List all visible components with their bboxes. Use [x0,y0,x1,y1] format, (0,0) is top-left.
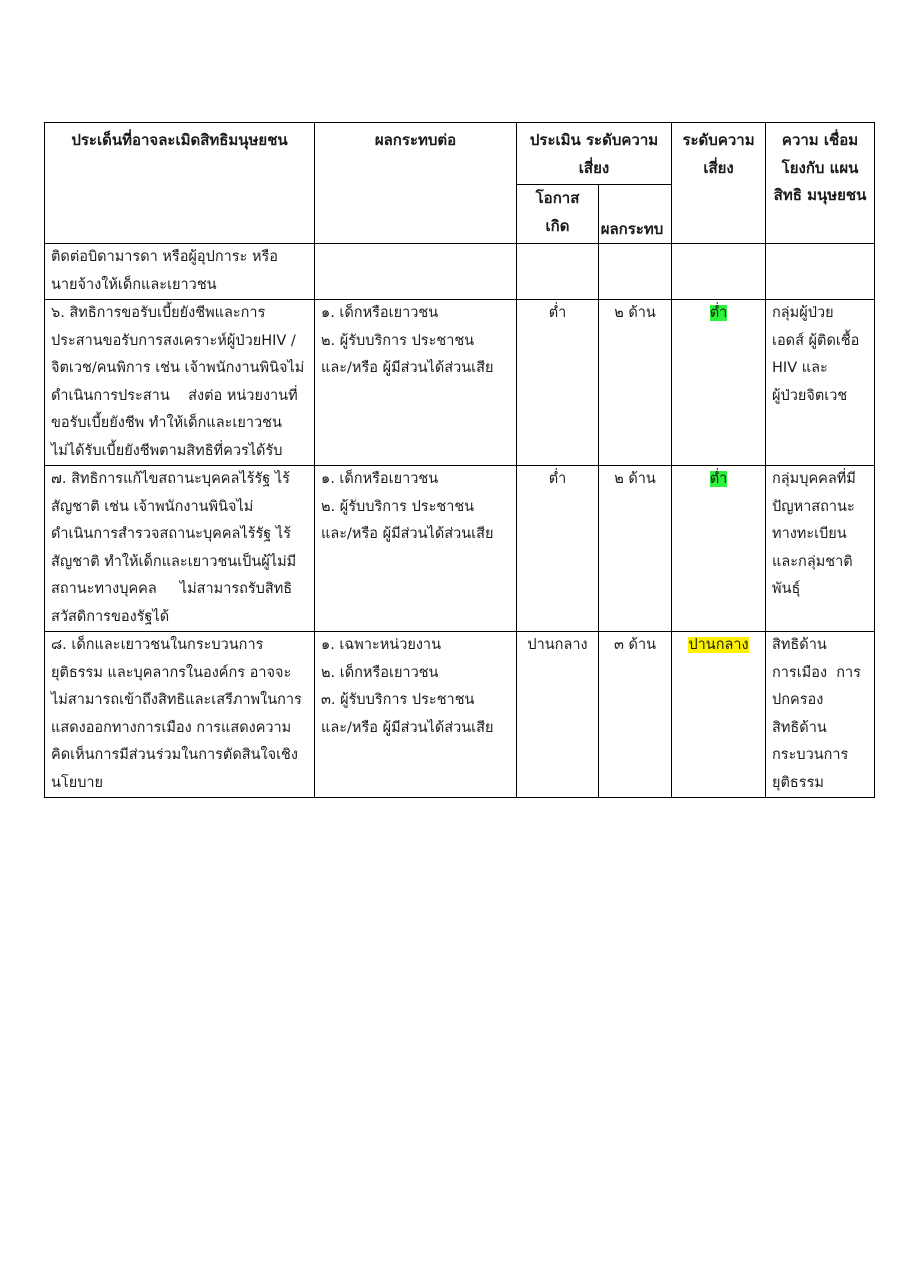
issue-cell-line: คิดเห็นการมีส่วนร่วมในการตัดสินใจเชิง [51,747,298,763]
impact-cell [315,300,517,466]
impact-cell-line: ๑. เฉพาะหน่วยงาน [321,637,441,653]
risk-level-cell [672,632,766,798]
issue-cell-line: ติดต่อบิดามารดา หรือผู้อุปการะ หรือ [51,249,279,265]
header-effect: ผลกระทบ [599,185,672,244]
issue-cell-line: สถานะทางบุคคล ไม่สามารถรับสิทธิ [51,581,293,597]
link-cell-line: สิทธิด้าน [772,637,827,653]
impact-cell-line: ๑. เด็กหรือเยาวชน [321,471,439,487]
header-row [45,123,875,185]
link-cell [766,244,875,300]
risk-level-cell-value: ปานกลาง [688,637,749,653]
risk-level-cell [672,244,766,300]
link-cell-line: ปัญหาสถานะ [772,498,855,515]
impact-cell-line: ๒. เด็กหรือเยาวชน [321,664,439,681]
impact-cell-line: และ/หรือ ผู้มีส่วนได้ส่วนเสีย [321,526,494,542]
impact-cell-line: ๒. ผู้รับบริการ ประชาชน [321,332,475,349]
impact-cell [315,632,517,798]
header-assess: ประเมิน ระดับความเสี่ยง [517,123,672,185]
link-cell-line: การเมือง การ [772,664,861,681]
issue-cell-line: ๖. สิทธิการขอรับเบี้ยยังชีพและการ [51,305,266,321]
issue-cell-line: ไม่สามารถเข้าถึงสิทธิและเสรีภาพในการ [51,692,302,708]
risk-level-cell-value: ต่ำ [709,305,728,321]
table-row [45,244,875,300]
link-cell-line: สิทธิด้าน [772,719,827,736]
link-cell-line: ทางทะเบียน [772,526,847,542]
issue-cell-line: ประสานขอรับการสงเคราะห์ผู้ป่วยHIV / [51,332,296,349]
link-cell [766,632,875,798]
link-cell [766,300,875,466]
effect-cell-value: ๓ ด้าน [614,637,656,653]
impact-cell-line: และ/หรือ ผู้มีส่วนได้ส่วนเสีย [321,719,494,736]
header-risk-level: ระดับความ เสี่ยง [672,123,766,244]
header-issue: ประเด็นที่อาจละเมิดสิทธิมนุษยชน [45,123,315,244]
likelihood-cell [517,300,599,466]
link-cell-line: เอดส์ ผู้ติดเชื้อ [772,332,860,349]
effect-cell [599,466,672,632]
issue-cell-line: ดำเนินการประสาน ส่งต่อ หน่วยงานที่ [51,387,298,404]
issue-cell [45,632,315,798]
effect-cell [599,300,672,466]
effect-cell-value: ๒ ด้าน [614,471,656,487]
link-cell-line: กลุ่มบุคคลที่มี [772,471,856,487]
issue-cell-line: สัญชาติ ทำให้เด็กและเยาวชนเป็นผู้ไม่มี [51,553,297,570]
issue-cell-line: ดำเนินการสำรวจสถานะบุคคลไร้รัฐ ไร้ [51,526,291,542]
issue-cell-line: ๘. เด็กและเยาวชนในกระบวนการ [51,637,264,653]
impact-cell [315,244,517,300]
issue-cell-line: สวัสดิการของรัฐได้ [51,608,170,625]
header-link: ความ เชื่อมโยงกับ แผนสิทธิ มนุษยชน [766,123,875,244]
issue-cell-line: นโยบาย [51,774,104,791]
table-row [45,300,875,466]
issue-cell [45,300,315,466]
impact-cell-line: ๒. ผู้รับบริการ ประชาชน [321,498,475,515]
link-cell-line: กลุ่มผู้ป่วย [772,305,834,321]
risk-level-cell-value: ต่ำ [709,471,728,487]
issue-cell-line: ไม่ได้รับเบี้ยยังชีพตามสิทธิที่ควรได้รับ [51,442,283,459]
issue-cell-line: สัญชาติ เช่น เจ้าพนักงานพินิจไม่ [51,498,254,515]
table-row [45,632,875,798]
likelihood-cell [517,466,599,632]
header-impact: ผลกระทบต่อ [315,123,517,244]
impact-cell-line: และ/หรือ ผู้มีส่วนได้ส่วนเสีย [321,360,494,376]
issue-cell-line: ยุติธรรม และบุคลากรในองค์กร อาจจะ [51,664,292,681]
link-cell-line: ปกครอง [772,692,824,708]
link-cell [766,466,875,632]
likelihood-cell-value: ปานกลาง [527,637,588,653]
link-cell-line: ผู้ป่วยจิตเวช [772,387,848,404]
link-cell-line: ยุติธรรม [772,774,824,791]
effect-cell [599,632,672,798]
issue-cell-line: จิตเวช/คนพิการ เช่น เจ้าพนักงานพินิจไม่ [51,360,305,376]
likelihood-cell [517,244,599,300]
likelihood-cell [517,632,599,798]
link-cell-line: พันธุ์ [772,581,801,597]
impact-cell [315,466,517,632]
risk-level-cell [672,466,766,632]
table-body [45,244,875,798]
link-cell-line: HIV และ [772,360,828,376]
human-rights-risk-table [44,122,875,798]
risk-level-cell [672,300,766,466]
issue-cell-line: ขอรับเบี้ยยังชีพ ทำให้เด็กและเยาวชน [51,415,282,431]
table-row [45,466,875,632]
link-cell-line: กระบวนการ [772,747,849,763]
issue-cell [45,244,315,300]
issue-cell-line: ๗. สิทธิการแก้ไขสถานะบุคคลไร้รัฐ ไร้ [51,471,290,487]
impact-cell-line: ๑. เด็กหรือเยาวชน [321,305,439,321]
effect-cell [599,244,672,300]
likelihood-cell-value: ต่ำ [548,471,567,487]
header-likelihood: โอกาส เกิด [517,185,599,244]
link-cell-line: และกลุ่มชาติ [772,553,853,570]
impact-cell-line: ๓. ผู้รับบริการ ประชาชน [321,692,475,708]
likelihood-cell-value: ต่ำ [548,305,567,321]
issue-cell [45,466,315,632]
issue-cell-line: แสดงออกทางการเมือง การแสดงความ [51,719,292,736]
issue-cell-line: นายจ้างให้เด็กและเยาวชน [51,276,217,293]
effect-cell-value: ๒ ด้าน [614,305,656,321]
